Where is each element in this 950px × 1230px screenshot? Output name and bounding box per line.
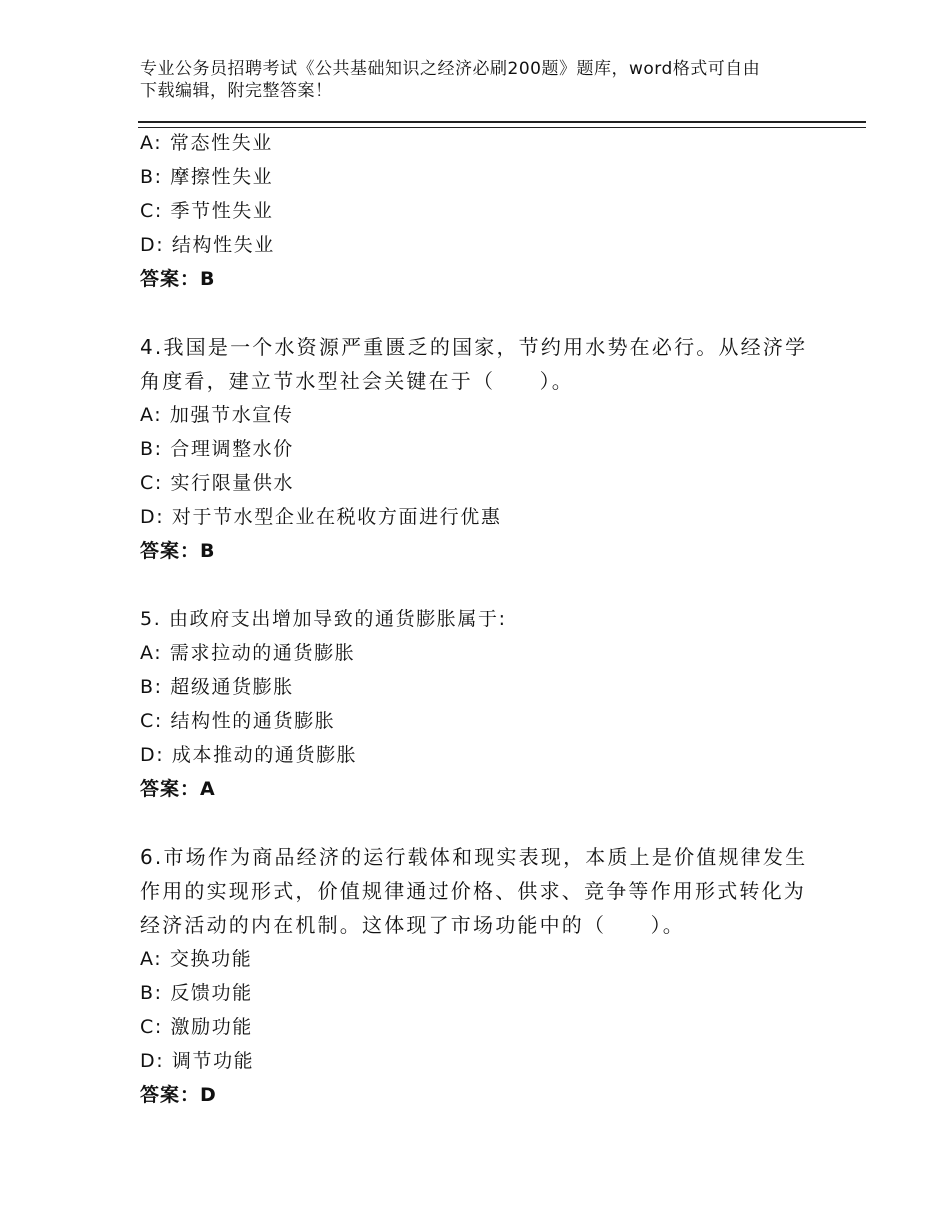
header-line-1: 专业公务员招聘考试《公共基础知识之经济必刷200题》题库，word格式可自由: [140, 59, 761, 79]
question-3: [140, 126, 840, 296]
header-line-2: 下载编辑，附完整答案！: [140, 81, 333, 101]
option-a: A: 交换功能: [140, 948, 253, 970]
option-c: C: 激励功能: [140, 1016, 253, 1038]
question-list: [140, 126, 840, 1112]
answer: 答案：A: [140, 778, 216, 800]
question-text: 6.市场作为商品经济的运行载体和现实表现，本质上是价值规律发生: [140, 845, 808, 869]
question-4: [140, 330, 840, 568]
option-a: A: 需求拉动的通货膨胀: [140, 642, 356, 664]
option-c: C: 实行限量供水: [140, 472, 295, 494]
option-d: D: 对于节水型企业在税收方面进行优惠: [140, 506, 502, 528]
option-c: C: 结构性的通货膨胀: [140, 710, 336, 732]
option-d: D: 调节功能: [140, 1050, 255, 1072]
spacer: [140, 296, 840, 330]
option-b: B: 超级通货膨胀: [140, 676, 294, 698]
answer: 答案：D: [140, 1084, 217, 1106]
option-c: C: 季节性失业: [140, 200, 274, 222]
question-text: 4.我国是一个水资源严重匮乏的国家，节约用水势在必行。从经济学: [140, 335, 808, 359]
option-b: B: 反馈功能: [140, 982, 253, 1004]
option-a: A: 常态性失业: [140, 132, 273, 154]
question-5: [140, 602, 840, 806]
question-text: 角度看，建立节水型社会关键在于（ ）。: [140, 369, 574, 393]
answer: 答案：B: [140, 268, 216, 290]
option-d: D: 成本推动的通货膨胀: [140, 744, 358, 766]
answer: 答案：B: [140, 540, 216, 562]
option-b: B: 合理调整水价: [140, 438, 294, 460]
question-text: 5. 由政府支出增加导致的通货膨胀属于:: [140, 608, 507, 630]
option-b: B: 摩擦性失业: [140, 166, 274, 188]
option-a: A: 加强节水宣传: [140, 404, 294, 426]
spacer: [140, 568, 840, 602]
question-6: [140, 840, 840, 1112]
page-header: [140, 58, 820, 102]
option-d: D: 结构性失业: [140, 234, 275, 256]
spacer: [140, 806, 840, 840]
question-text: 经济活动的内在机制。这体现了市场功能中的（ ）。: [140, 913, 685, 937]
question-text: 作用的实现形式，价值规律通过价格、供求、竞争等作用形式转化为: [140, 879, 806, 903]
